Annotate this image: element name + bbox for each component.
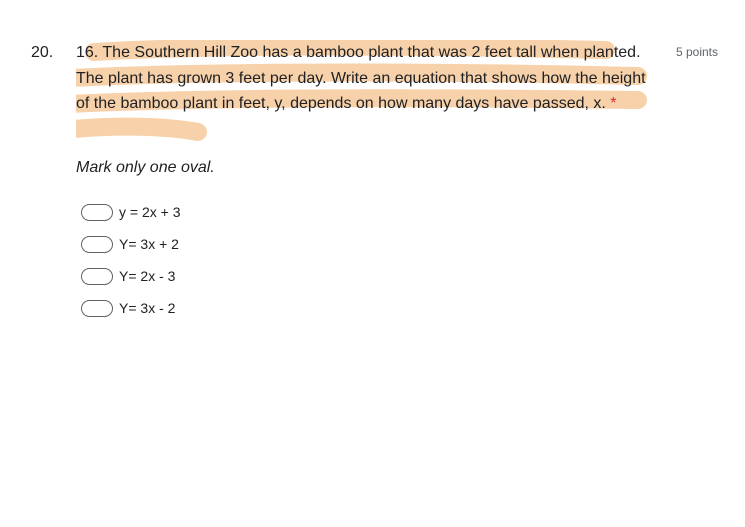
question-text-body: 16. The Southern Hill Zoo has a bamboo plant that was 2 feet tall when planted. The plant has grown 3 feet per day. Write an equation that shows how the height of the bamboo plant in feet, y, depends on how many days have passed, x.	[76, 44, 646, 113]
question-number: 20.	[31, 44, 54, 61]
oval-radio-icon[interactable]	[81, 236, 113, 253]
option-3[interactable]	[81, 266, 180, 286]
question-points: 5 points	[675, 45, 718, 59]
required-asterisk: *	[610, 95, 617, 113]
option-label: Y= 2x - 3	[119, 268, 176, 284]
instruction-text: Mark only one oval.	[76, 159, 215, 176]
oval-radio-icon[interactable]	[81, 300, 113, 317]
option-1[interactable]	[81, 202, 180, 222]
option-label: Y= 3x + 2	[119, 236, 179, 252]
options-list	[81, 202, 180, 330]
option-2[interactable]	[81, 234, 180, 254]
oval-radio-icon[interactable]	[81, 268, 113, 285]
oval-radio-icon[interactable]	[81, 204, 113, 221]
question-text-block	[76, 40, 656, 117]
option-label: Y= 3x - 2	[119, 300, 176, 316]
option-4[interactable]	[81, 298, 180, 318]
question-text	[76, 40, 656, 117]
highlight-stroke-line-4	[76, 127, 198, 132]
option-label: y = 2x + 3	[119, 204, 181, 220]
